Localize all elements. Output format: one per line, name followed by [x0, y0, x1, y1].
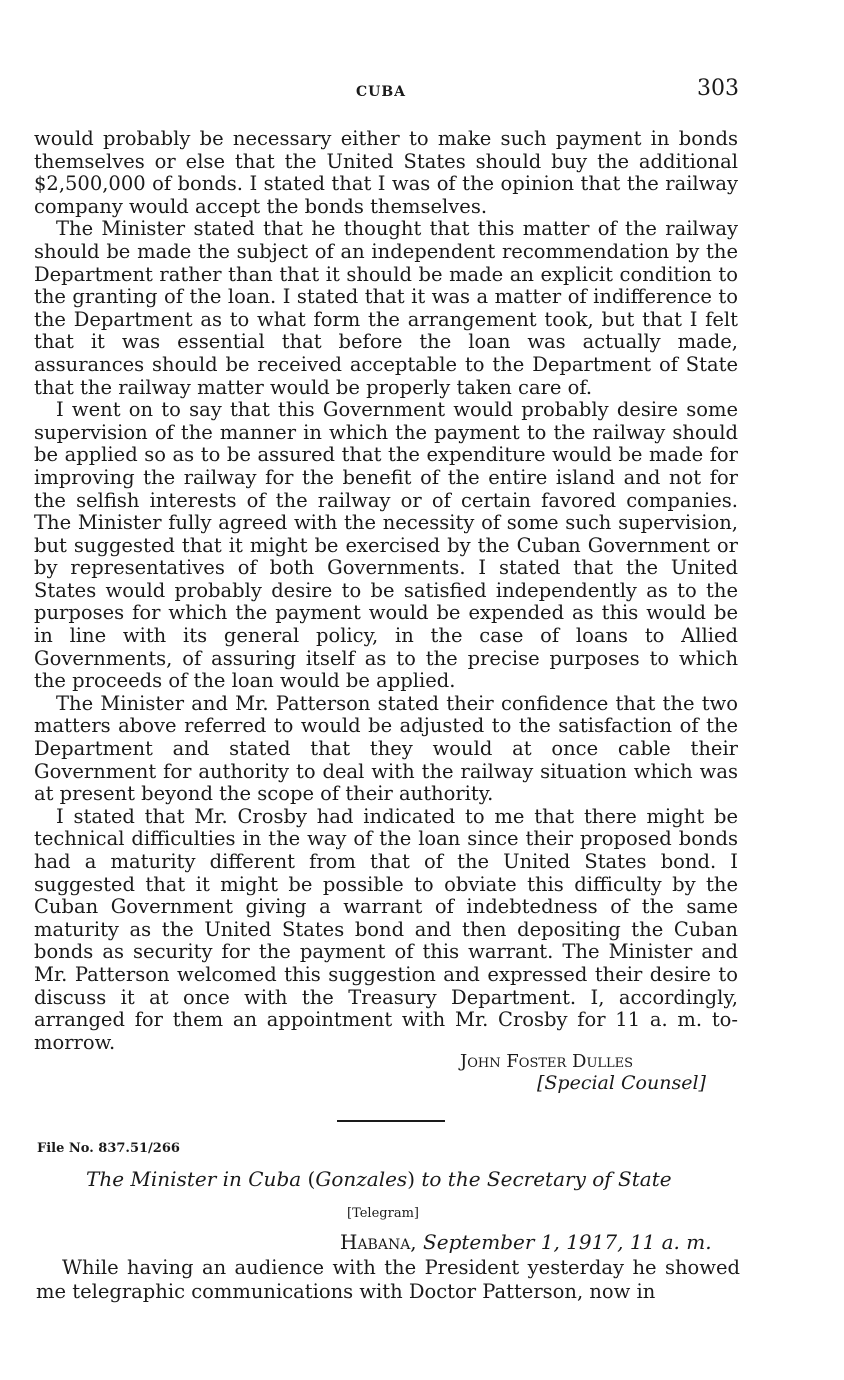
- section-divider: [337, 1120, 445, 1122]
- running-head: CUBA: [356, 84, 407, 100]
- signature-title: [Special Counsel]: [537, 1072, 706, 1094]
- document-title: [86, 1167, 672, 1191]
- signature: John Foster Dulles: [460, 1051, 634, 1072]
- memo-paragraph: I stated that Mr. Crosby had indicated to me that there might be technical difficulties in the way of the loan since their proposed bonds had a maturity different from that of the United States bond. I suggested that it might be possible to obviate this difficulty by the Cuban Government giving a warrant of indebtedness of the same maturity as the United States bond and then depositing the Cuban bonds as security for the payment of this warrant. The Minister and Mr. Patterson welcomed this suggestion and expressed their desire to discuss it at once with the Treasury Department. I, accordingly, arranged for them an appointment with Mr. Crosby for 11 a. m. to-morrow.: [34, 804, 738, 1054]
- title-close-paren: ): [407, 1167, 422, 1191]
- dateline-place: Habana,: [340, 1230, 417, 1254]
- memo-paragraph: The Minister and Mr. Patterson stated their confidence that the two matters above referred to would be adjusted to the satisfaction of the Department and stated that they would at once cable their Government for authority to deal with the railway situation which was at present beyond the scope of their authority.: [34, 691, 738, 806]
- title-name: Gonzales: [315, 1167, 408, 1191]
- dateline-date: September 1, 1917, 11 a. m.: [423, 1230, 712, 1254]
- dateline: [340, 1230, 712, 1254]
- memo-body: [34, 128, 738, 1054]
- title-open-paren: (: [301, 1167, 316, 1191]
- document-type: [Telegram]: [347, 1206, 419, 1221]
- file-number: File No. 837.51/266: [37, 1141, 180, 1156]
- page-number: 303: [697, 76, 739, 101]
- telegram-body: [36, 1256, 740, 1304]
- memo-paragraph: would probably be necessary either to make such payment in bonds themselves or else that the United States should buy the additional $2,500,000 of bonds. I stated that I was of the opinion that the railway company would accept the bonds themselves.: [34, 127, 738, 218]
- memo-paragraph: I went on to say that this Government would probably desire some supervision of the manner in which the payment to the railway should be applied so as to be assured that the expenditure would be made for improving the railway for the benefit of the entire island and not for the selfish interests of the railway or of certain favored companies. The Minister fully agreed with the necessity of some such supervision, but suggested that it might be exercised by the Cuban Government or by representatives of both Governments. I stated that the United States would probably desire to be satisfied independently as to the purposes for which the payment would be expended as this would be in line with its general policy, in the case of loans to Allied Governments, of assuring itself as to the precise purposes to which the proceeds of the loan would be applied.: [34, 398, 738, 693]
- title-start: The Minister in Cuba: [86, 1167, 302, 1191]
- memo-paragraph: The Minister stated that he thought that this matter of the railway should be made the subject of an independent recommendation by the Department rather than that it should be made an explicit condition to the granting of the loan. I stated that it was a matter of indifference to the Department as to what form the arrangement took, but that I felt that it was essential that before the loan was actually made, assurances should be received acceptable to the Department of State that the railway matter would be properly taken care of.: [34, 217, 738, 399]
- telegram-paragraph: While having an audience with the President yesterday he showed me telegraphic communications with Doctor Patterson, now in: [36, 1256, 740, 1303]
- title-end: to the Secretary of State: [421, 1167, 672, 1191]
